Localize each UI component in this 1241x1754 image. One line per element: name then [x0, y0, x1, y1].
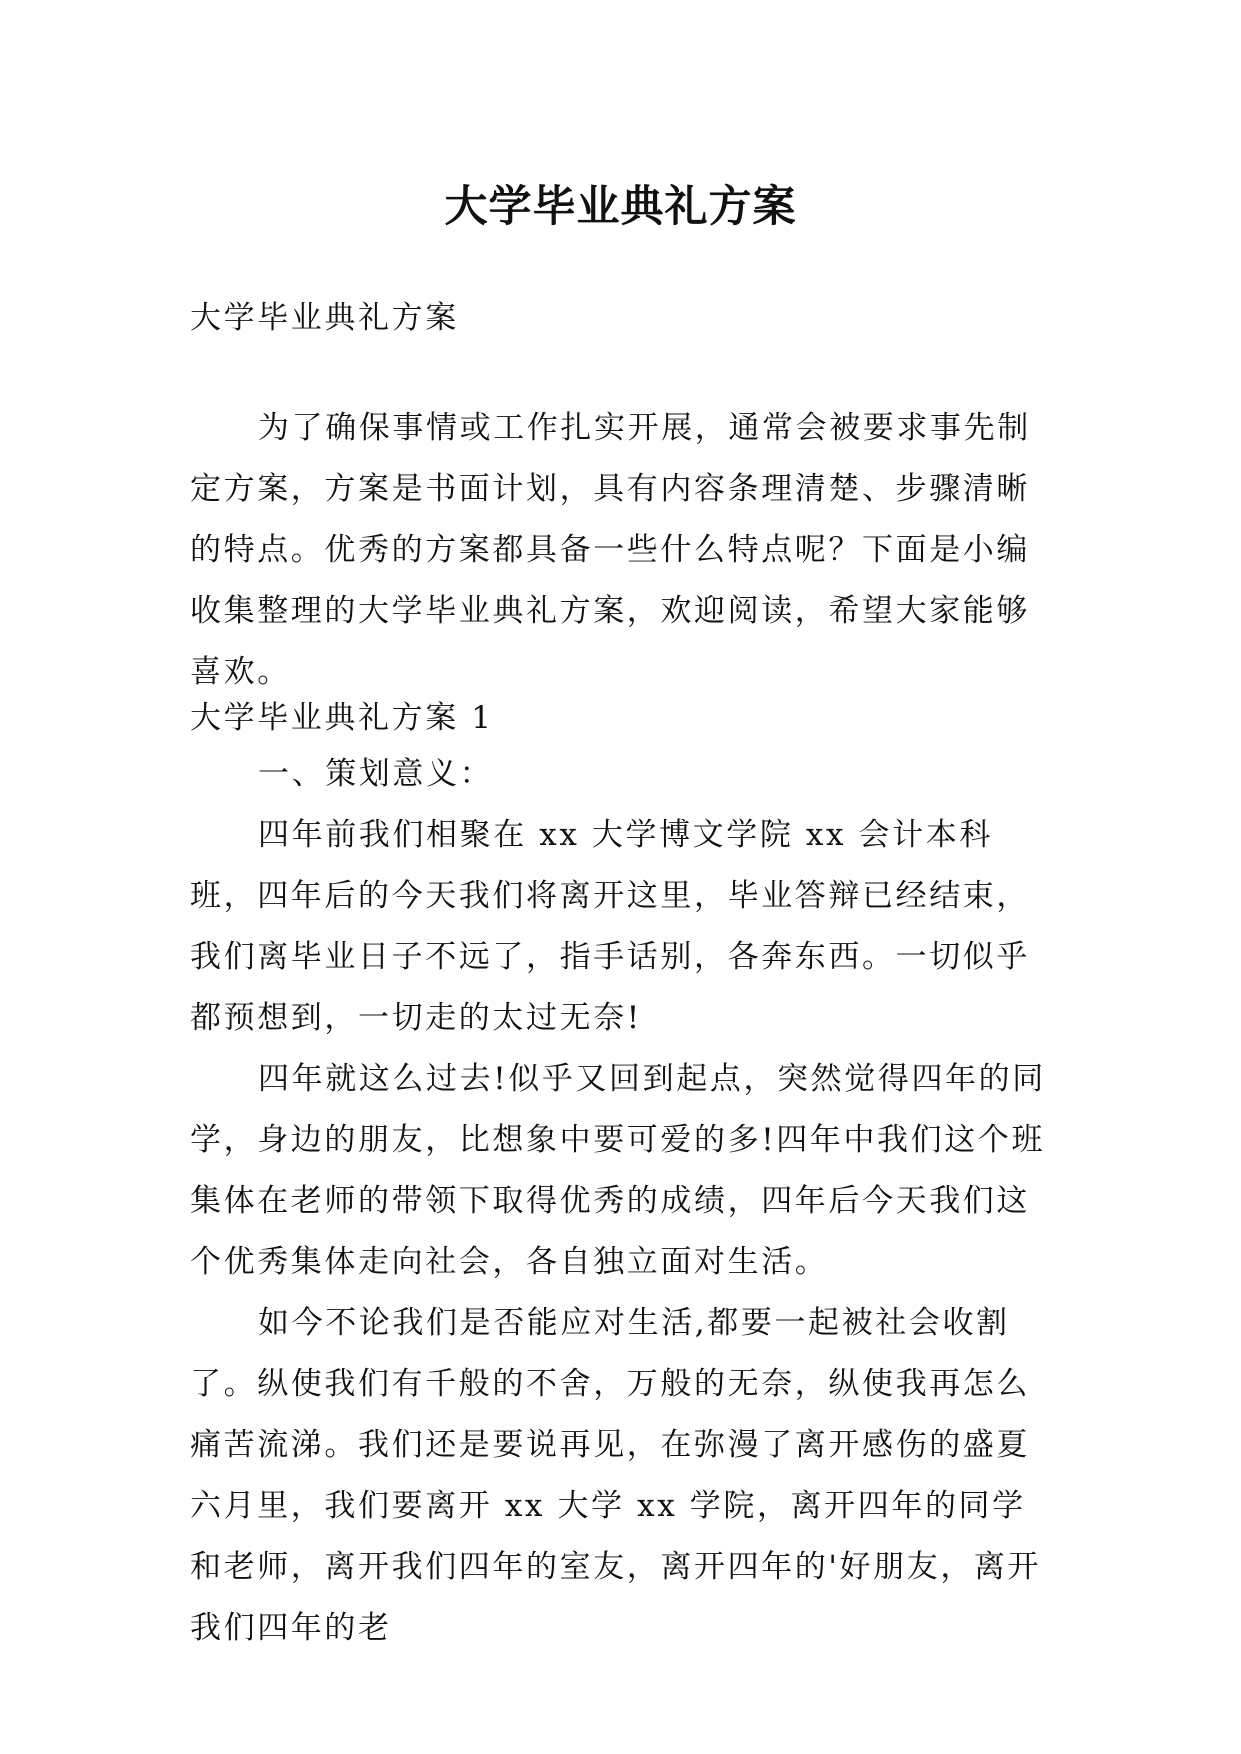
document-subtitle: 大学毕业典礼方案 — [190, 300, 459, 336]
document-title: 大学毕业典礼方案 — [444, 181, 797, 232]
paragraph: 四年前我们相聚在 xx 大学博文学院 xx 会计本科班，四年后的今天我们将离开这里，毕业答辩已经结束，我们离毕业日子不远了，指手话别，各奔东西。一切似乎都预想到，一切走的太过无奈! — [190, 817, 1030, 1036]
paragraph: 如今不论我们是否能应对生活,都要一起被社会收割了。纵使我们有千般的不舍，万般的无奈，纵使我再怎么痛苦流涕。我们还是要说再见，在弥漫了离开感伤的盛夏六月里，我们要离开 xx 大学 xx 学院，离开四年的同学和老师，离开我们四年的室友，离开四年的'好朋友，离开我们四年的老 — [190, 1305, 1042, 1646]
paragraph: 四年就这么过去!似乎又回到起点，突然觉得四年的同学，身边的朋友，比想象中要可爱的多!四年中我们这个班集体在老师的带领下取得优秀的成绩，四年后今天我们这个优秀集体走向社会，各自独立面对生活。 — [190, 1061, 1046, 1280]
section-content — [190, 744, 1055, 1659]
intro-paragraph: 为了确保事情或工作扎实开展，通常会被要求事先制定方案，方案是书面计划，具有内容条理清楚、步骤清晰的特点。优秀的方案都具备一些什么特点呢？下面是小编收集整理的大学毕业典礼方案，欢迎阅读，希望大家能够喜欢。 — [190, 410, 1031, 690]
section-heading: 大学毕业典礼方案 1 — [190, 700, 494, 736]
paragraph-planning-heading: 一、策划意义： — [258, 756, 494, 792]
